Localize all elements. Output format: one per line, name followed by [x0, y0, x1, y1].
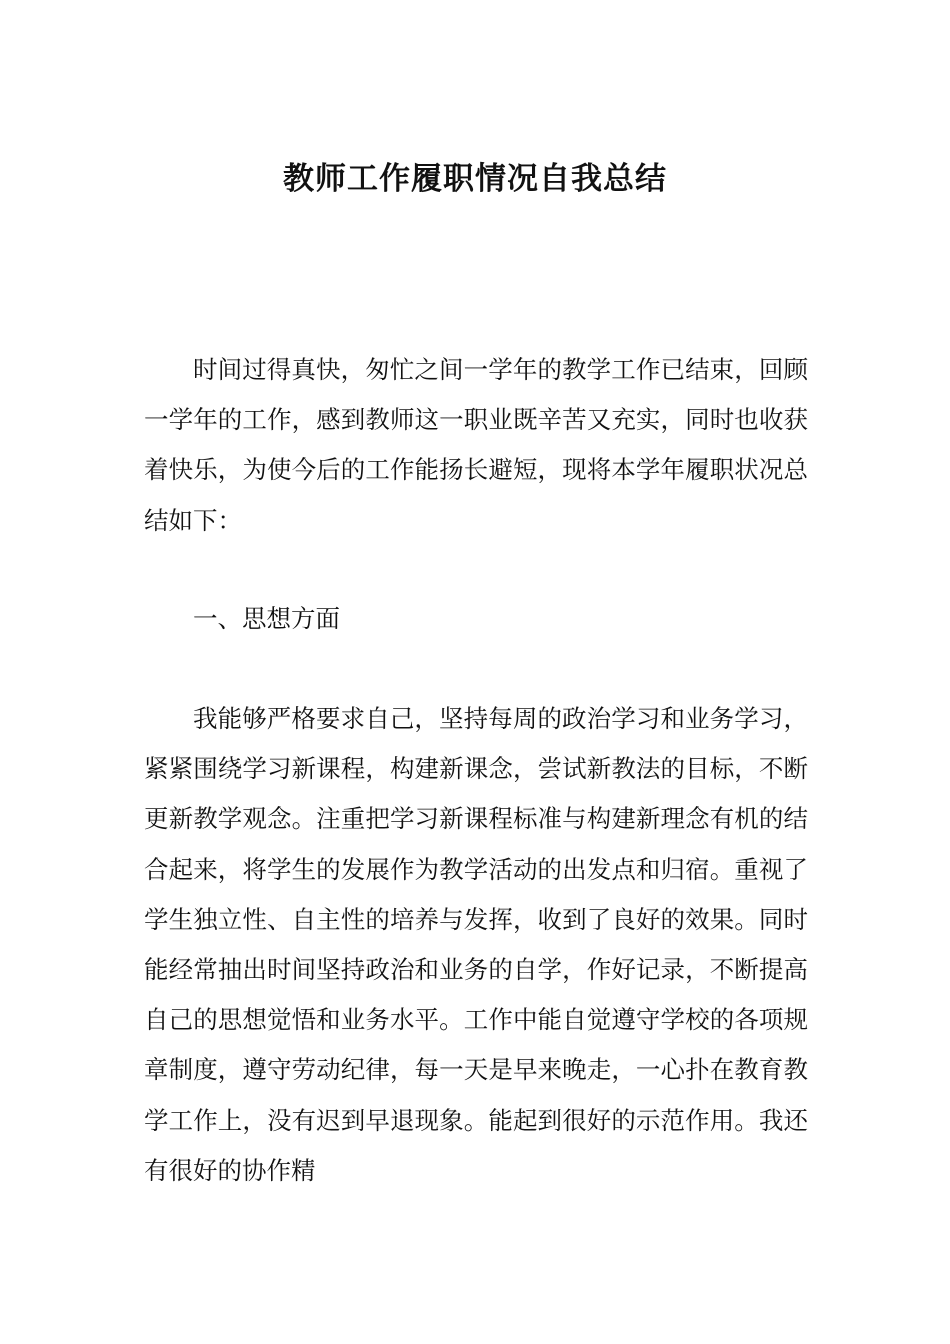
document-title: 教师工作履职情况自我总结 [283, 161, 667, 197]
section-heading-thought: 一、思想方面 [193, 604, 340, 633]
section-paragraph-thought: 我能够严格要求自己，坚持每周的政治学习和业务学习，紧紧围绕学习新课程，构建新课念，尝试新教法的目标，不断更新教学观念。注重把学习新课程标准与构建新理念有机的结合起来，将学生的发展作为教学活动的出发点和归宿。重视了学生独立性、自主性的培养与发挥，收到了良好的效果。同时能经常抽出时间坚持政治和业务的自学，作好记录，不断提高自己的思想觉悟和业务水平。工作中能自觉遵守学校的各项规章制度，遵守劳动纪律，每一天是早来晚走，一心扑在教育教学工作上，没有迟到早退现象。能起到很好的示范作用。我还有很好的协作精 [144, 704, 808, 1185]
intro-paragraph: 时间过得真快，匆忙之间一学年的教学工作已结束，回顾一学年的工作，感到教师这一职业既辛苦又充实，同时也收获着快乐，为使今后的工作能扬长避短，现将本学年履职状况总结如下： [144, 355, 808, 535]
